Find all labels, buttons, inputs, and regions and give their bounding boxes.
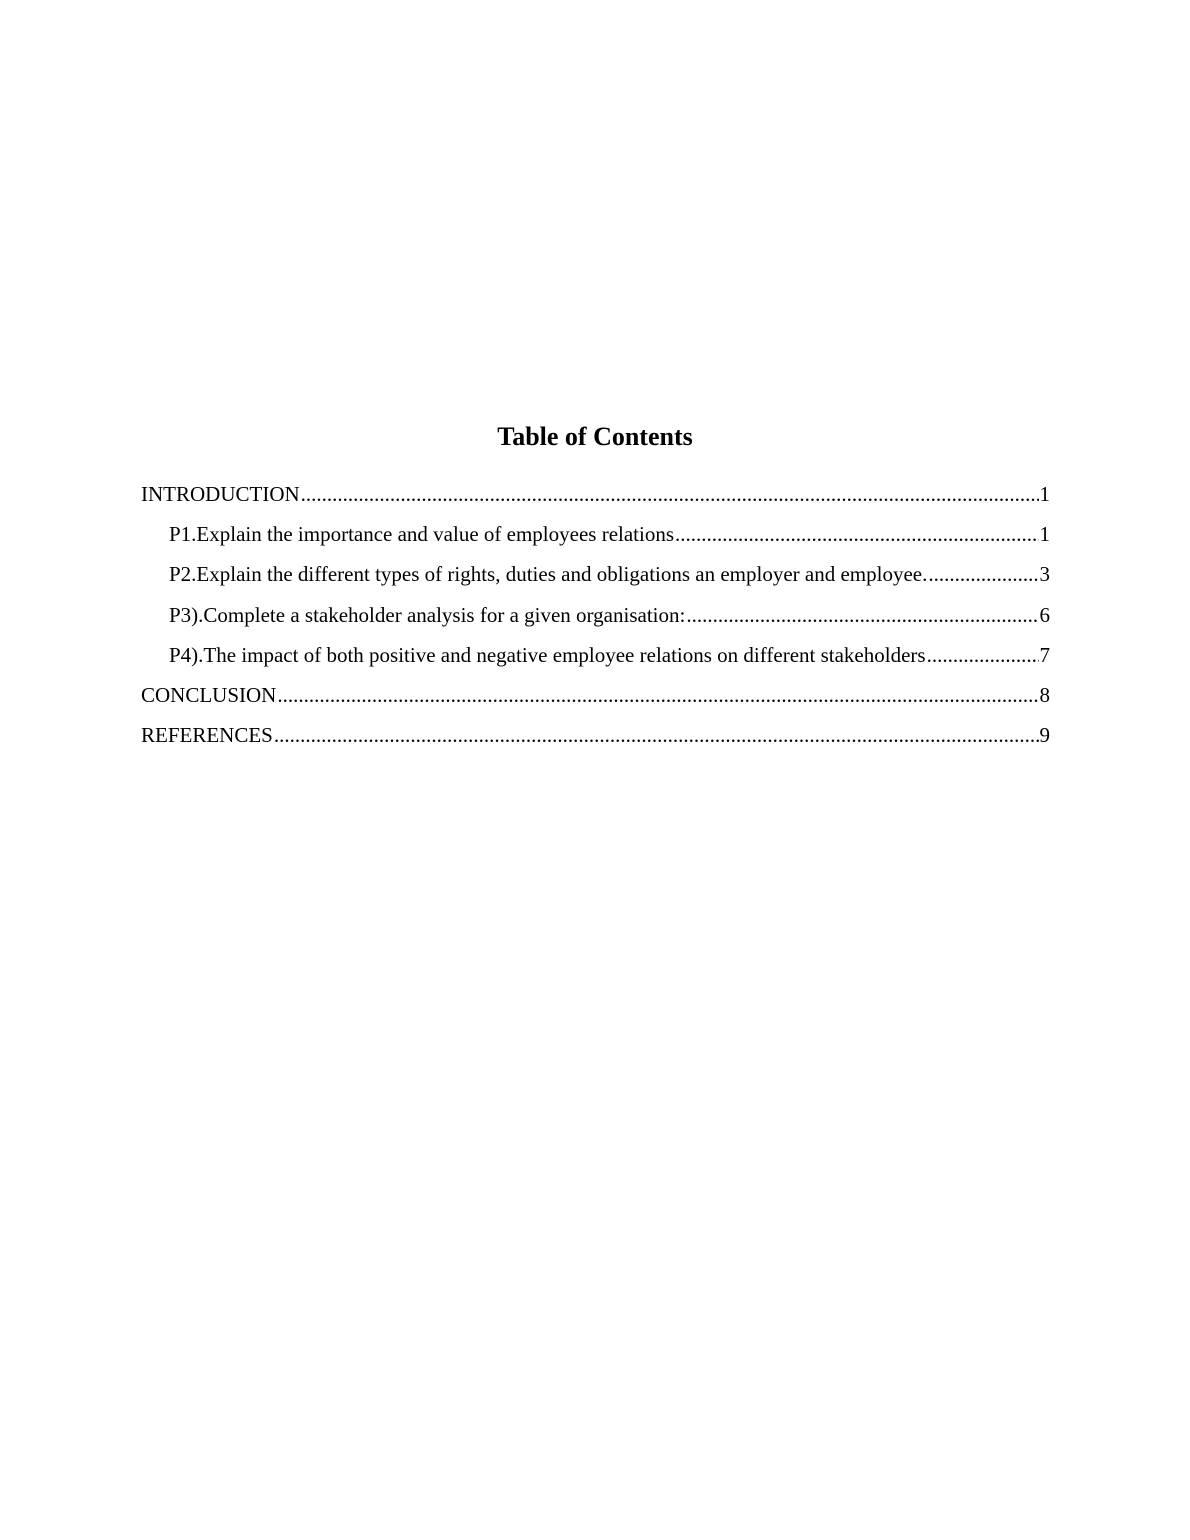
toc-entry-label: P2.Explain the different types of rights, duties and obligations an employer and employee.: [169, 562, 928, 587]
dot-leader: [928, 558, 1038, 590]
toc-entry-page: 7: [1039, 642, 1050, 667]
dot-leader: [686, 599, 1038, 631]
toc-entry-p3[interactable]: [141, 599, 1050, 639]
toc-entry-page: 6: [1039, 602, 1050, 627]
toc-entry-label: REFERENCES: [141, 723, 273, 748]
table-of-contents: [141, 478, 1050, 759]
toc-entry-page: 1: [1039, 482, 1050, 506]
toc-entry-label: P4).The impact of both positive and negative employee relations on different stakeholders: [169, 642, 926, 667]
toc-title: Table of Contents: [497, 422, 693, 451]
toc-entry-introduction[interactable]: [141, 478, 1050, 518]
dot-leader: [301, 478, 1039, 510]
toc-entry-page: 3: [1039, 562, 1050, 587]
toc-entry-page: 8: [1039, 682, 1050, 707]
toc-entry-label: CONCLUSION: [141, 682, 277, 707]
dot-leader: [274, 719, 1039, 751]
toc-entry-conclusion[interactable]: [141, 679, 1050, 719]
toc-entry-page: 9: [1039, 723, 1050, 748]
toc-entry-references[interactable]: [141, 719, 1050, 759]
toc-entry-p4[interactable]: [141, 639, 1050, 679]
toc-entry-label: INTRODUCTION: [141, 482, 300, 506]
toc-entry-label: P3).Complete a stakeholder analysis for a given organisation:: [169, 602, 686, 627]
dot-leader: [675, 518, 1038, 550]
toc-entry-page: 1: [1039, 522, 1050, 547]
toc-entry-p2[interactable]: [141, 558, 1050, 598]
dot-leader: [927, 639, 1039, 671]
toc-entry-label: P1.Explain the importance and value of employees relations: [169, 522, 675, 547]
dot-leader: [277, 679, 1038, 711]
toc-entry-p1[interactable]: [141, 518, 1050, 558]
